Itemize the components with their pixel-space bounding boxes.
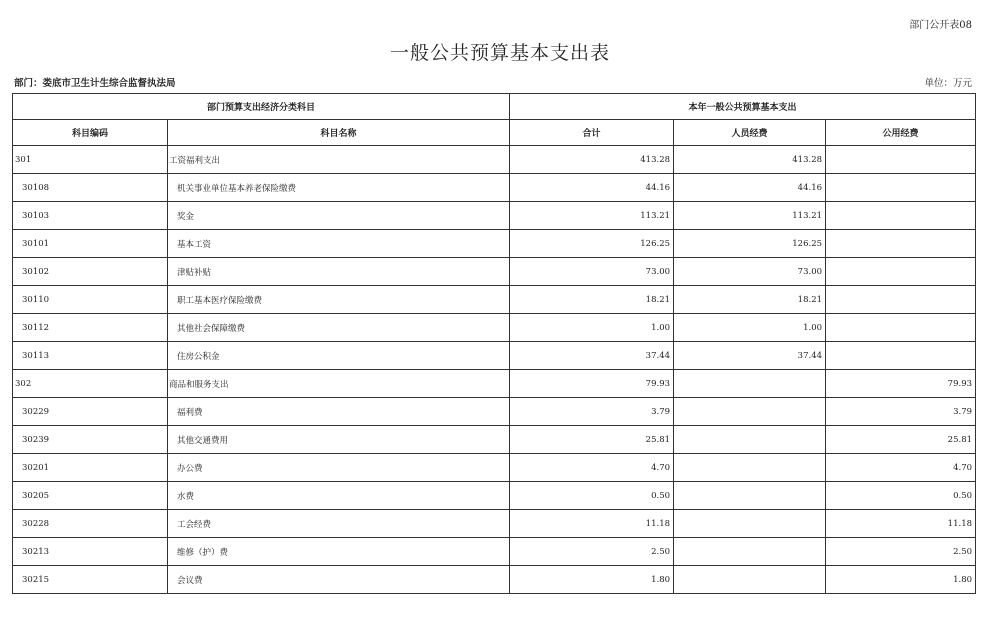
cell-total: 3.79 (510, 398, 674, 426)
cell-name: 津贴补贴 (168, 258, 510, 286)
cell-personnel (674, 454, 826, 482)
cell-public (826, 146, 976, 174)
cell-personnel: 44.16 (674, 174, 826, 202)
cell-personnel (674, 482, 826, 510)
department-label: 部门：娄底市卫生计生综合监督执法局 (14, 78, 176, 89)
cell-total: 413.28 (510, 146, 674, 174)
cell-code: 30103 (13, 202, 168, 230)
cell-code: 301 (13, 146, 168, 174)
cell-total: 113.21 (510, 202, 674, 230)
cell-total: 1.00 (510, 314, 674, 342)
cell-personnel: 113.21 (674, 202, 826, 230)
cell-name: 其他交通费用 (168, 426, 510, 454)
cell-code: 30101 (13, 230, 168, 258)
group-header-basic-expenditure: 本年一般公共预算基本支出 (510, 94, 976, 120)
table-row (13, 202, 976, 230)
cell-name: 工会经费 (168, 510, 510, 538)
table-row (13, 482, 976, 510)
cell-personnel: 73.00 (674, 258, 826, 286)
cell-code: 30239 (13, 426, 168, 454)
unit-label: 单位：万元 (924, 78, 972, 89)
cell-public: 11.18 (826, 510, 976, 538)
cell-total: 44.16 (510, 174, 674, 202)
table-row (13, 566, 976, 594)
column-header-name: 科目名称 (168, 120, 510, 146)
cell-code: 30229 (13, 398, 168, 426)
cell-public (826, 230, 976, 258)
cell-code: 30215 (13, 566, 168, 594)
cell-name: 办公费 (168, 454, 510, 482)
cell-name: 水费 (168, 482, 510, 510)
table-row (13, 230, 976, 258)
cell-total: 18.21 (510, 286, 674, 314)
cell-name: 工资福利支出 (168, 146, 510, 174)
group-header-classification: 部门预算支出经济分类科目 (13, 94, 510, 120)
cell-code: 30102 (13, 258, 168, 286)
cell-total: 37.44 (510, 342, 674, 370)
cell-name: 住房公积金 (168, 342, 510, 370)
cell-code: 30108 (13, 174, 168, 202)
cell-public (826, 202, 976, 230)
cell-code: 30213 (13, 538, 168, 566)
column-header-total: 合计 (510, 120, 674, 146)
cell-personnel (674, 510, 826, 538)
cell-code: 30110 (13, 286, 168, 314)
cell-name: 职工基本医疗保险缴费 (168, 286, 510, 314)
cell-public: 4.70 (826, 454, 976, 482)
table-row (13, 146, 976, 174)
table-row (13, 314, 976, 342)
cell-personnel (674, 370, 826, 398)
table-row (13, 454, 976, 482)
cell-public (826, 342, 976, 370)
cell-total: 126.25 (510, 230, 674, 258)
table-row (13, 426, 976, 454)
cell-personnel (674, 426, 826, 454)
cell-name: 商品和服务支出 (168, 370, 510, 398)
table-body (13, 146, 976, 594)
cell-personnel: 1.00 (674, 314, 826, 342)
budget-table (12, 93, 976, 594)
cell-personnel: 18.21 (674, 286, 826, 314)
cell-public (826, 286, 976, 314)
cell-code: 30201 (13, 454, 168, 482)
table-row (13, 174, 976, 202)
cell-code: 302 (13, 370, 168, 398)
cell-total: 79.93 (510, 370, 674, 398)
cell-personnel (674, 538, 826, 566)
cell-public (826, 174, 976, 202)
cell-public: 3.79 (826, 398, 976, 426)
cell-public (826, 314, 976, 342)
cell-code: 30112 (13, 314, 168, 342)
cell-name: 机关事业单位基本养老保险缴费 (168, 174, 510, 202)
cell-personnel: 413.28 (674, 146, 826, 174)
table-column-header-row (13, 120, 976, 146)
cell-public: 0.50 (826, 482, 976, 510)
cell-name: 其他社会保障缴费 (168, 314, 510, 342)
cell-personnel (674, 398, 826, 426)
table-row (13, 370, 976, 398)
cell-total: 11.18 (510, 510, 674, 538)
cell-name: 基本工资 (168, 230, 510, 258)
cell-total: 1.80 (510, 566, 674, 594)
page-title: 一般公共预算基本支出表 (389, 42, 610, 64)
column-header-code: 科目编码 (13, 120, 168, 146)
table-row (13, 342, 976, 370)
cell-name: 奖金 (168, 202, 510, 230)
cell-total: 2.50 (510, 538, 674, 566)
cell-personnel: 37.44 (674, 342, 826, 370)
form-number: 部门公开表08 (909, 20, 972, 31)
table-row (13, 398, 976, 426)
cell-code: 30205 (13, 482, 168, 510)
cell-total: 0.50 (510, 482, 674, 510)
cell-public: 25.81 (826, 426, 976, 454)
column-header-public: 公用经费 (826, 120, 976, 146)
cell-public: 2.50 (826, 538, 976, 566)
cell-total: 25.81 (510, 426, 674, 454)
column-header-personnel: 人员经费 (674, 120, 826, 146)
table-group-header-row (13, 94, 976, 120)
cell-total: 73.00 (510, 258, 674, 286)
cell-name: 福利费 (168, 398, 510, 426)
cell-public (826, 258, 976, 286)
cell-name: 会议费 (168, 566, 510, 594)
cell-total: 4.70 (510, 454, 674, 482)
cell-personnel (674, 566, 826, 594)
table-row (13, 258, 976, 286)
cell-code: 30113 (13, 342, 168, 370)
table-row (13, 286, 976, 314)
cell-public: 1.80 (826, 566, 976, 594)
table-row (13, 510, 976, 538)
cell-code: 30228 (13, 510, 168, 538)
cell-public: 79.93 (826, 370, 976, 398)
table-row (13, 538, 976, 566)
cell-name: 维修（护）费 (168, 538, 510, 566)
cell-personnel: 126.25 (674, 230, 826, 258)
